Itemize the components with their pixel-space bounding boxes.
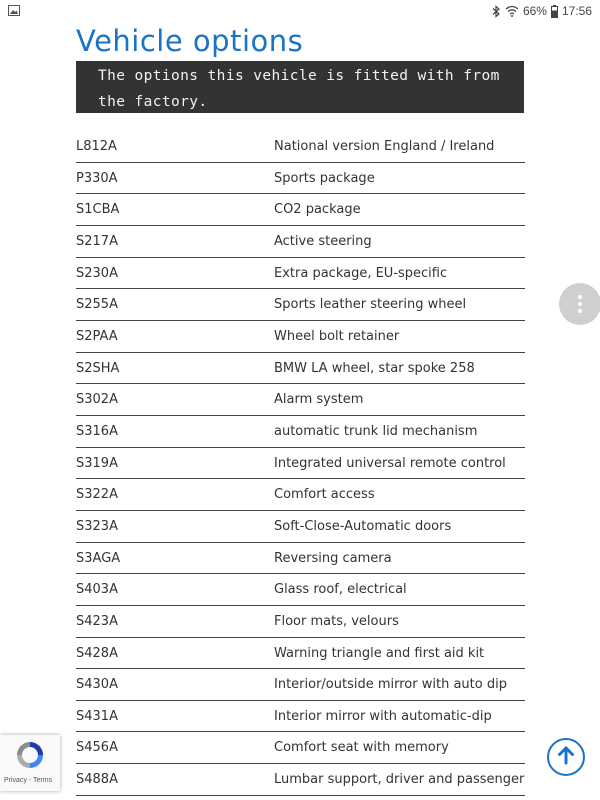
- option-code: S1CBA: [76, 202, 120, 218]
- option-code: S3AGA: [76, 550, 121, 566]
- table-row: [76, 479, 525, 511]
- table-row: [76, 448, 525, 480]
- page-title: Vehicle options: [76, 24, 304, 58]
- option-code: S217A: [76, 233, 118, 249]
- option-code: S255A: [76, 297, 118, 313]
- table-row: [76, 574, 525, 606]
- battery-percent: 66%: [522, 4, 547, 18]
- recaptcha-badge[interactable]: [0, 735, 60, 791]
- table-row: [76, 543, 525, 575]
- status-bar: [0, 0, 600, 24]
- recaptcha-icon: [14, 739, 46, 775]
- table-row: [76, 669, 525, 701]
- option-description: Warning triangle and first aid kit: [274, 645, 485, 661]
- option-description: Interior/outside mirror with auto dip: [274, 677, 507, 693]
- option-code: S431A: [76, 708, 118, 724]
- bluetooth-icon: [492, 5, 501, 18]
- table-row: [76, 131, 525, 163]
- table-row: [76, 606, 525, 638]
- option-code: S456A: [76, 740, 118, 756]
- option-description: Integrated universal remote control: [274, 455, 506, 471]
- battery-icon: [551, 5, 558, 18]
- table-row: [76, 638, 525, 670]
- option-code: S322A: [76, 487, 118, 503]
- option-code: S423A: [76, 613, 118, 629]
- option-description: Glass roof, electrical: [274, 582, 407, 598]
- status-indicators: [492, 4, 592, 18]
- image-icon: [8, 5, 20, 16]
- option-code: S488A: [76, 772, 118, 788]
- option-description: Lumbar support, driver and passenger: [274, 772, 525, 788]
- table-row: [76, 163, 525, 195]
- option-description: Comfort access: [274, 487, 375, 503]
- more-options-button[interactable]: [559, 283, 600, 325]
- option-description: Sports leather steering wheel: [274, 297, 467, 313]
- wifi-icon: [505, 5, 519, 17]
- table-row: [76, 353, 525, 385]
- option-description: automatic trunk lid mechanism: [274, 423, 478, 439]
- recaptcha-links[interactable]: Privacy - Terms: [4, 777, 53, 784]
- scroll-to-top-button[interactable]: [547, 738, 585, 776]
- table-row: [76, 289, 525, 321]
- option-description: Soft-Close-Automatic doors: [274, 518, 452, 534]
- table-row: [76, 764, 525, 796]
- subtitle-text: The options this vehicle is fitted with from the factory.: [98, 68, 500, 110]
- option-code: S316A: [76, 423, 118, 439]
- option-description: Active steering: [274, 233, 372, 249]
- options-table: [76, 131, 525, 796]
- table-row: [76, 194, 525, 226]
- option-description: Alarm system: [274, 392, 364, 408]
- option-code: S403A: [76, 582, 118, 598]
- table-row: [76, 511, 525, 543]
- option-code: S230A: [76, 265, 118, 281]
- option-description: Wheel bolt retainer: [274, 328, 400, 344]
- option-code: P330A: [76, 170, 118, 186]
- option-description: BMW LA wheel, star spoke 258: [274, 360, 475, 376]
- table-row: [76, 258, 525, 290]
- table-row: [76, 384, 525, 416]
- option-code: S323A: [76, 518, 118, 534]
- table-row: [76, 416, 525, 448]
- option-code: S302A: [76, 392, 118, 408]
- more-vert-icon: [578, 295, 582, 313]
- clock: 17:56: [561, 4, 592, 18]
- option-description: Floor mats, velours: [274, 613, 399, 629]
- option-code: S319A: [76, 455, 118, 471]
- option-description: Reversing camera: [274, 550, 392, 566]
- arrow-up-icon: [557, 745, 575, 769]
- option-description: Interior mirror with automatic-dip: [274, 708, 492, 724]
- subtitle-banner: [76, 61, 524, 113]
- table-row: [76, 226, 525, 258]
- table-row: [76, 732, 525, 764]
- option-description: Extra package, EU-specific: [274, 265, 448, 281]
- table-row: [76, 321, 525, 353]
- option-description: CO2 package: [274, 202, 361, 218]
- option-code: S2PAA: [76, 328, 118, 344]
- option-code: S428A: [76, 645, 118, 661]
- option-description: National version England / Ireland: [274, 139, 495, 154]
- table-row: [76, 701, 525, 733]
- option-code: L812A: [76, 139, 117, 154]
- option-description: Sports package: [274, 170, 375, 186]
- option-code: S430A: [76, 677, 118, 693]
- option-description: Comfort seat with memory: [274, 740, 449, 756]
- option-code: S2SHA: [76, 360, 120, 376]
